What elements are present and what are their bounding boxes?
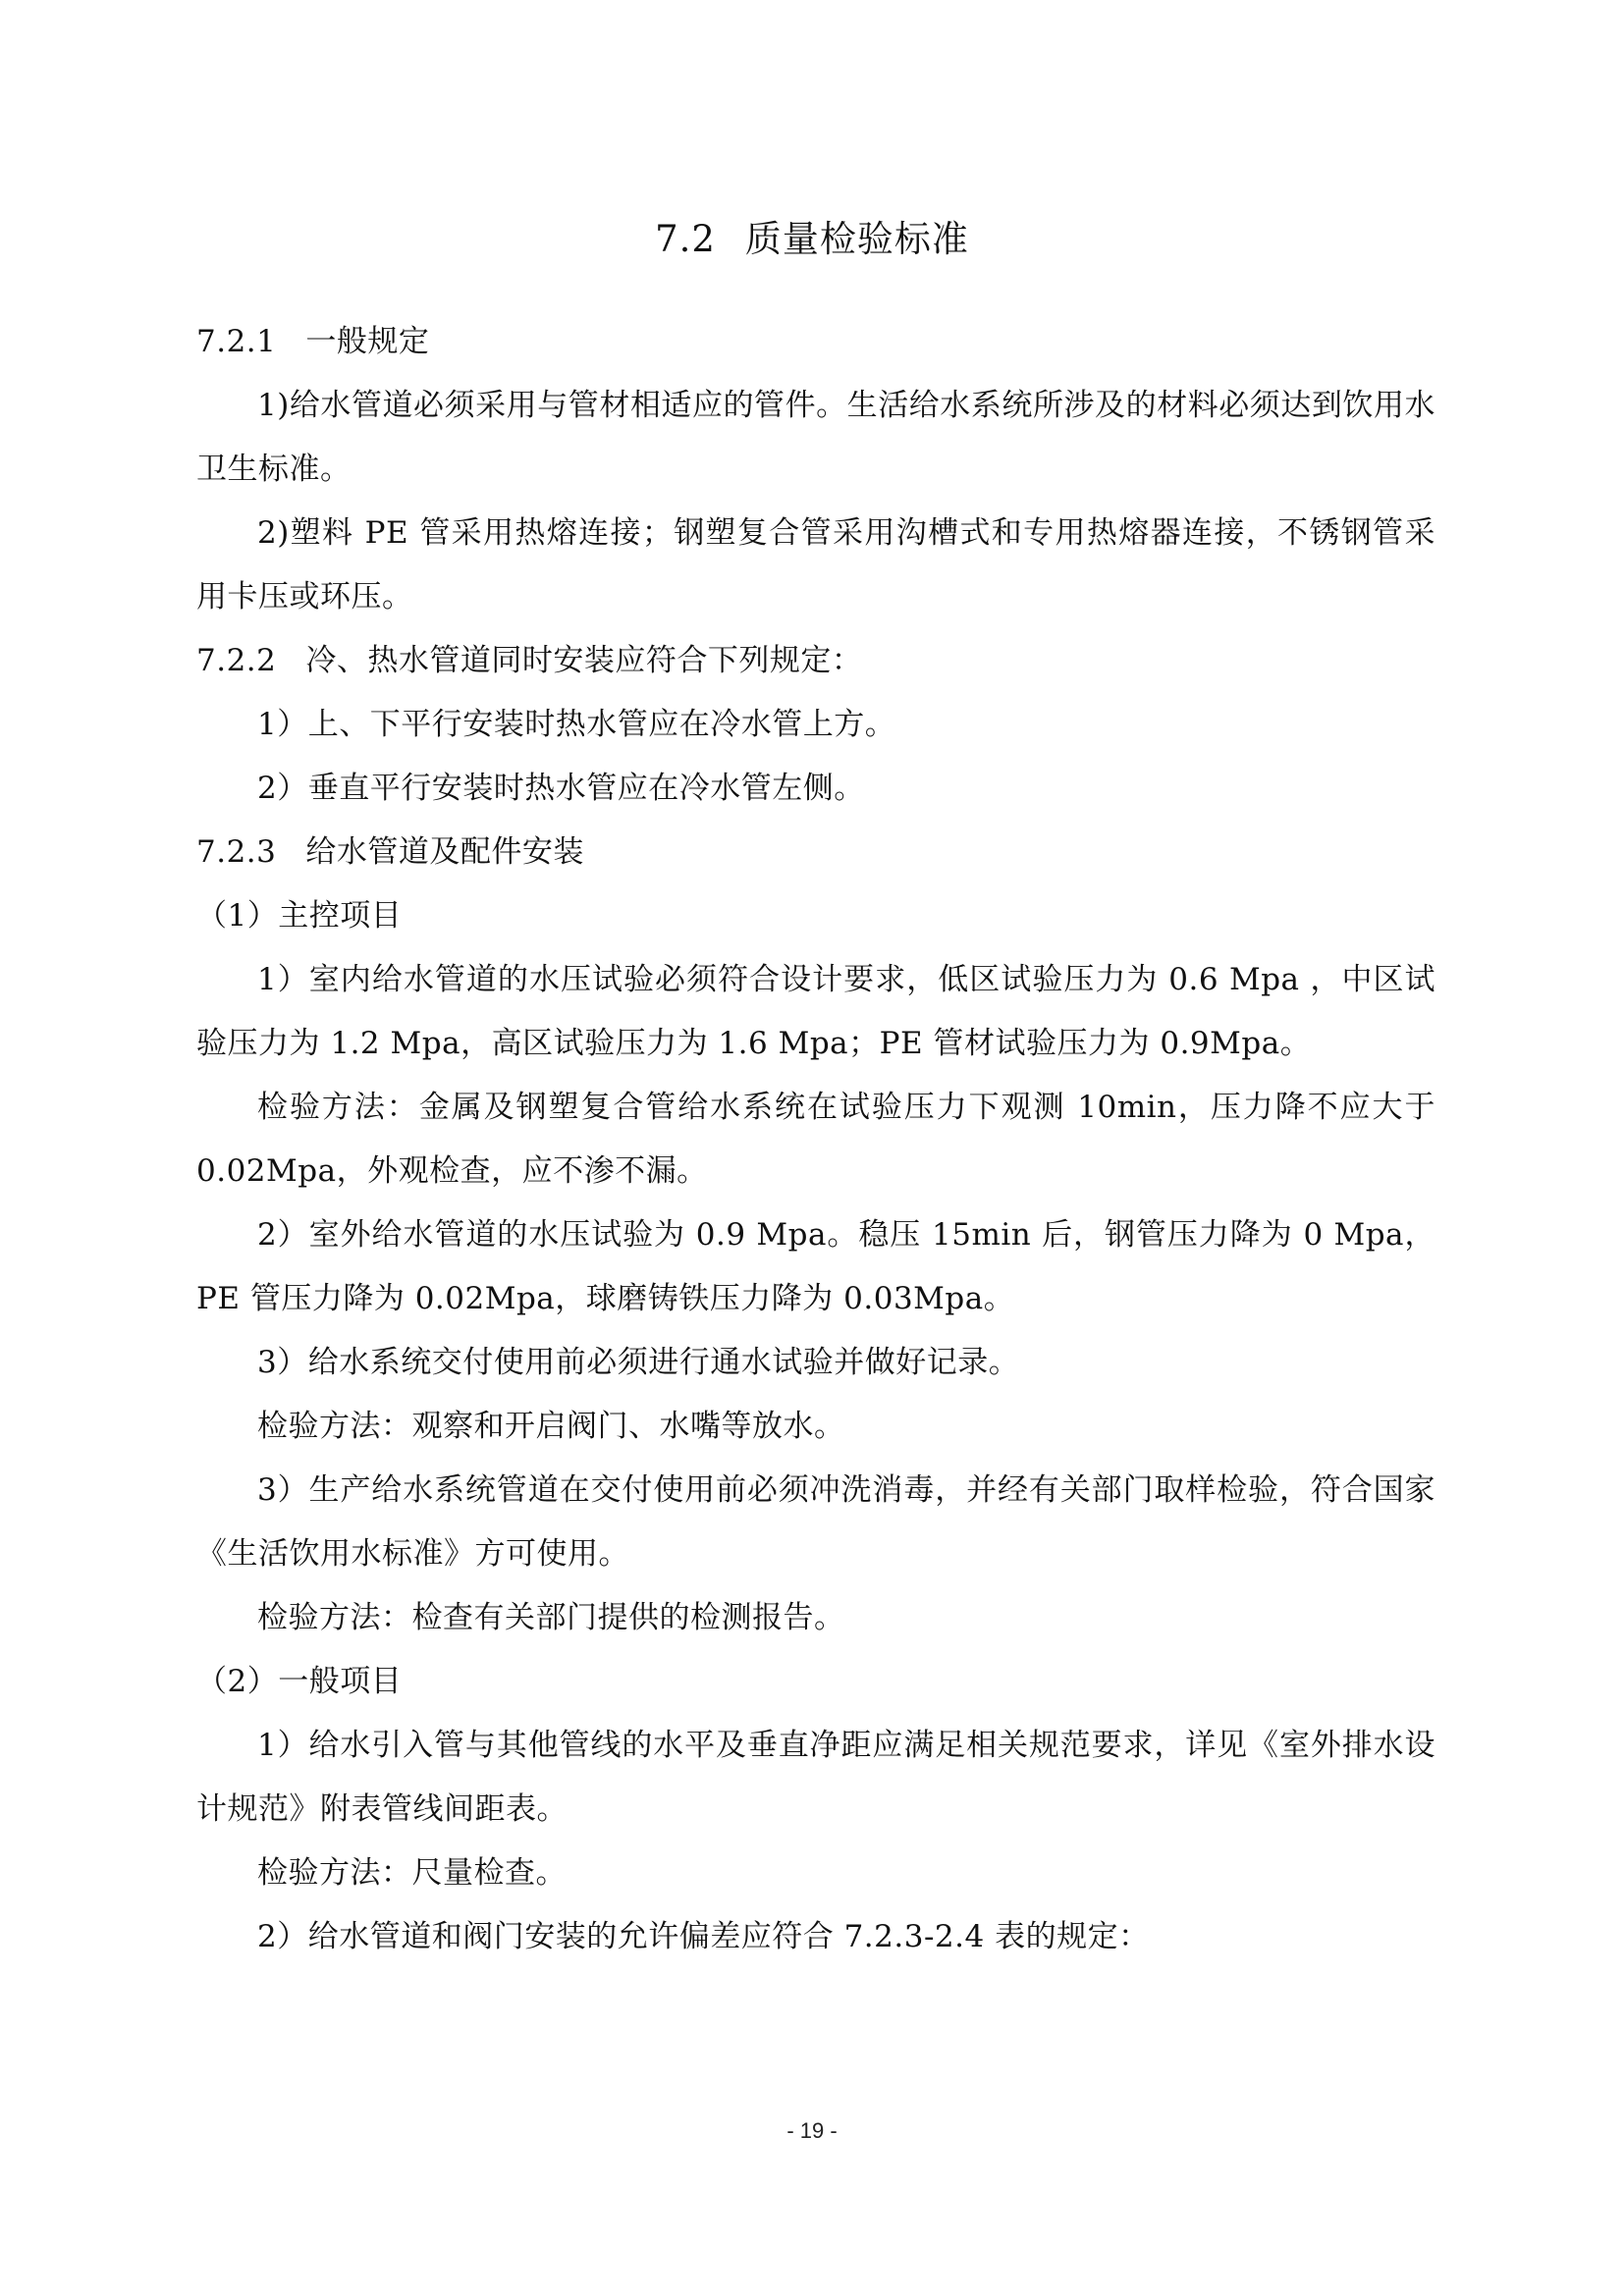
heading-text: 给水管道及配件安装	[305, 834, 584, 870]
subheading-general-items: （2）一般项目	[196, 1664, 403, 1699]
paragraph-main-4: 3）生产给水系统管道在交付使用前必须冲洗消毒，并经有关部门取样检验，符合国家《生活饮用水标准》方可使用。	[196, 1472, 1435, 1572]
section-title-text: 质量检验标准	[744, 218, 969, 260]
paragraph-hot-cold-1: 1）上、下平行安装时热水管应在冷水管上方。	[257, 707, 896, 742]
section-title	[0, 212, 1624, 267]
heading-text: 冷、热水管道同时安装应符合下列规定：	[305, 643, 863, 678]
paragraph-general-1: 1)给水管道必须采用与管材相适应的管件。生活给水系统所涉及的材料必须达到饮用水卫生标准。	[196, 388, 1435, 487]
paragraph-main-1: 1）室内给水管道的水压试验必须符合设计要求，低区试验压力为 0.6 Mpa ，中区试验压力为 1.2 Mpa，高区试验压力为 1.6 Mpa；PE 管材试验压力为 0.9Mpa。	[196, 962, 1435, 1061]
heading-number: 7.2.1	[196, 324, 277, 359]
subheading-main-items: （1）主控项目	[196, 898, 403, 934]
paragraph-general-2: 2)塑料 PE 管采用热熔连接；钢塑复合管采用沟槽式和专用热熔器连接，不锈钢管采用卡压或环压。	[196, 515, 1435, 614]
page-number: - 19 -	[786, 2118, 838, 2143]
heading-number: 7.2.2	[196, 643, 277, 678]
heading-text: 一般规定	[305, 324, 430, 359]
section-title-number: 7.2	[655, 218, 716, 260]
paragraph-general-items-1: 1）给水引入管与其他管线的水平及垂直净距应满足相关规范要求，详见《室外排水设计规范》附表管线间距表。	[196, 1728, 1435, 1827]
paragraph-main-4-method: 检验方法：检查有关部门提供的检测报告。	[257, 1600, 845, 1635]
heading-7-2-1	[196, 310, 1435, 374]
heading-7-2-2	[196, 629, 1435, 693]
heading-number: 7.2.3	[196, 834, 277, 870]
heading-7-2-3	[196, 821, 1435, 884]
paragraph-main-3: 3）给水系统交付使用前必须进行通水试验并做好记录。	[257, 1345, 1020, 1380]
paragraph-main-2: 2）室外给水管道的水压试验为 0.9 Mpa。稳压 15min 后，钢管压力降为 0 Mpa， PE 管压力降为 0.02Mpa，球磨铸铁压力降为 0.03Mpa。	[196, 1217, 1435, 1316]
paragraph-hot-cold-2: 2）垂直平行安装时热水管应在冷水管左侧。	[257, 771, 865, 806]
paragraph-general-items-2: 2）给水管道和阀门安装的允许偏差应符合 7.2.3-2.4 表的规定：	[257, 1919, 1150, 1954]
paragraph-general-items-1-method: 检验方法：尺量检查。	[257, 1855, 567, 1891]
paragraph-main-1-method: 检验方法：金属及钢塑复合管给水系统在试验压力下观测 10min，压力降不应大于 0.02Mpa，外观检查，应不渗不漏。	[196, 1090, 1435, 1189]
body-text	[196, 310, 1435, 1969]
paragraph-main-3-method: 检验方法：观察和开启阀门、水嘴等放水。	[257, 1409, 845, 1444]
